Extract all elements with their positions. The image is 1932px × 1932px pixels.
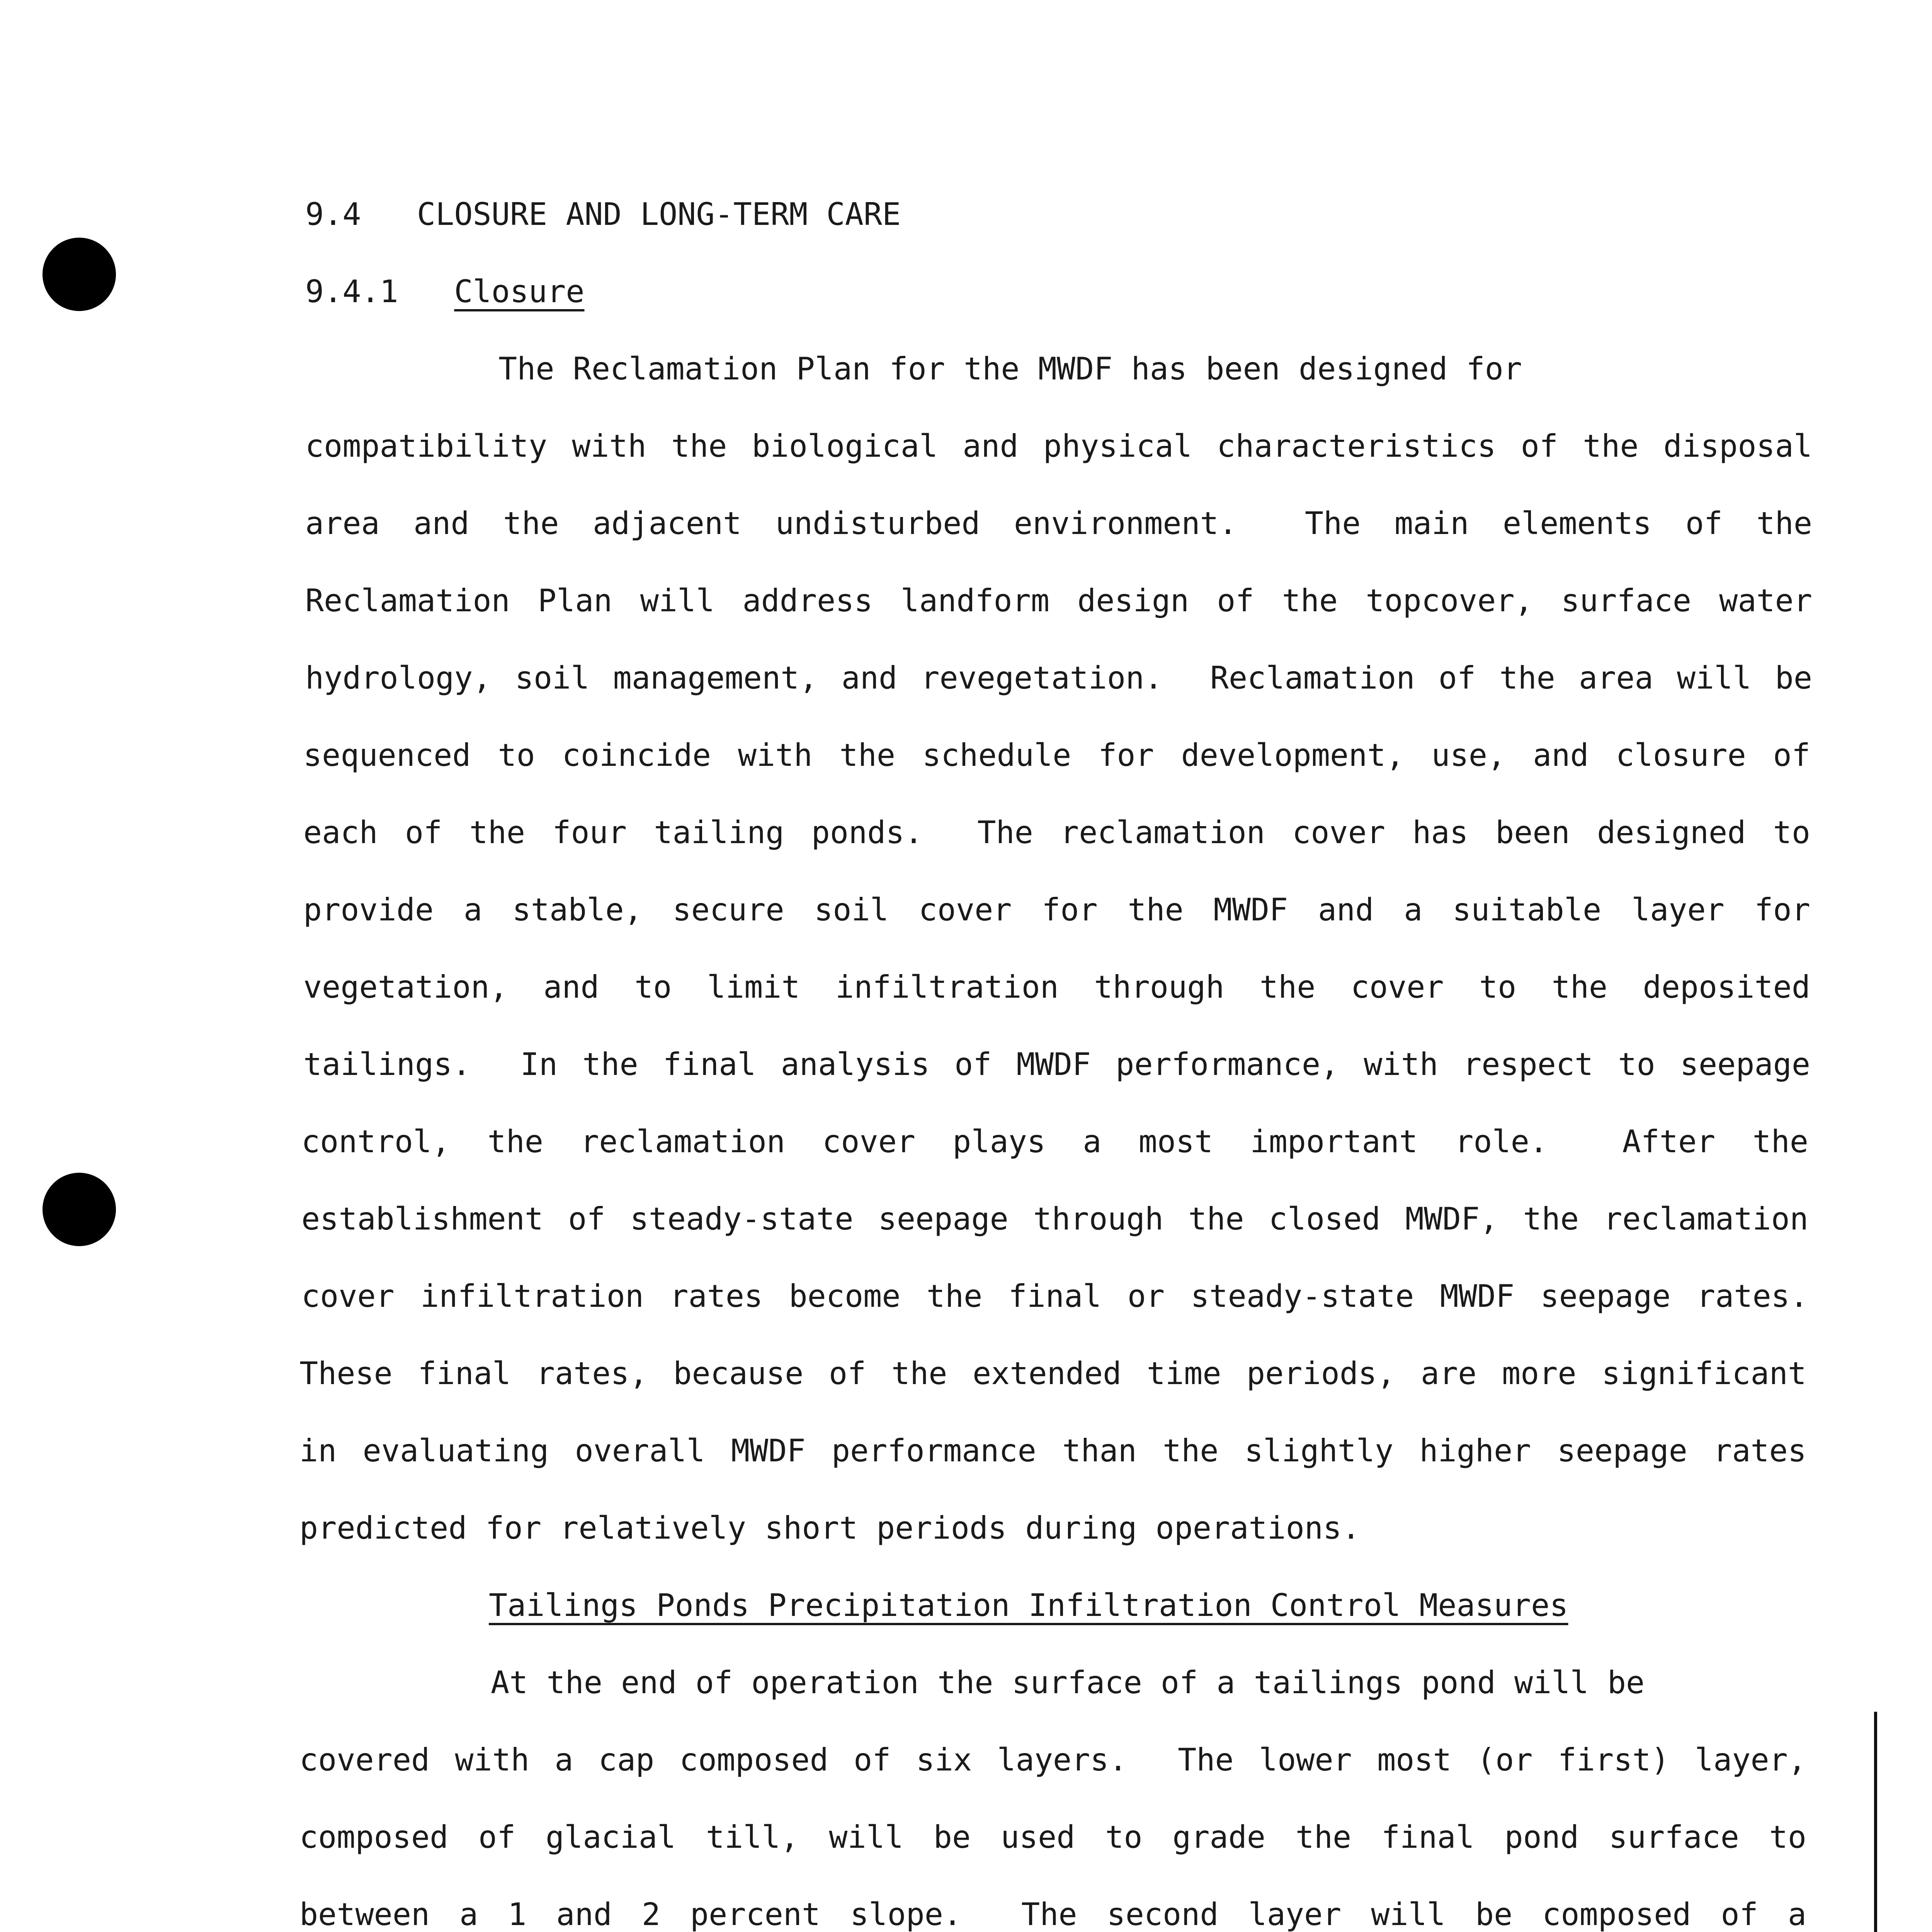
paragraph-line: in evaluating overall MWDF performance than the slightly higher seepage rates <box>299 1433 1806 1469</box>
section-number: 9.4 <box>305 196 361 232</box>
paragraph-line: covered with a cap composed of six layers. The lower most (or first) layer, <box>299 1742 1806 1778</box>
section-heading <box>305 195 901 234</box>
paragraph-line: hydrology, soil management, and revegetation. Reclamation of the area will be <box>305 660 1812 696</box>
paragraph-line: cover infiltration rates become the final or steady-state MWDF seepage rates. <box>301 1278 1808 1314</box>
section-title: CLOSURE AND LONG-TERM CARE <box>417 196 901 232</box>
paragraph-line: These final rates, because of the extended time periods, are more significant <box>299 1355 1806 1391</box>
paragraph-line: provide a stable, secure soil cover for the MWDF and a suitable layer for <box>303 892 1810 928</box>
punch-hole-top <box>43 238 116 311</box>
paragraph-line: composed of glacial till, will be used to grade the final pond surface to <box>299 1819 1806 1855</box>
subsection-title: Closure <box>454 274 585 310</box>
subheading-infiltration-control: Tailings Ponds Precipitation Infiltration Control Measures <box>489 1587 1568 1623</box>
subsection-heading <box>305 272 584 311</box>
paragraph-line: sequenced to coincide with the schedule for development, use, and closure of <box>303 737 1810 773</box>
revision-change-bar <box>1874 1712 1877 1932</box>
paragraph-line: tailings. In the final analysis of MWDF performance, with respect to seepage <box>303 1046 1810 1082</box>
paragraph-line: area and the adjacent undisturbed environment. The main elements of the <box>305 505 1812 541</box>
paragraph-line: each of the four tailing ponds. The reclamation cover has been designed to <box>303 815 1810 850</box>
paragraph-line: between a 1 and 2 percent slope. The second layer will be composed of a <box>299 1896 1806 1932</box>
paragraph-line: Reclamation Plan will address landform design of the topcover, surface water <box>305 583 1812 619</box>
paragraph-line: compatibility with the biological and physical characteristics of the disposal <box>305 428 1812 464</box>
paragraph-line: predicted for relatively short periods during operations. <box>299 1510 1361 1546</box>
paragraph-line: vegetation, and to limit infiltration through the cover to the deposited <box>303 969 1810 1005</box>
subsection-number: 9.4.1 <box>305 274 398 310</box>
paragraph-line: control, the reclamation cover plays a most important role. After the <box>301 1124 1808 1160</box>
paragraph-line: The Reclamation Plan for the MWDF has been designed for <box>498 351 1522 387</box>
punch-hole-middle <box>43 1173 116 1246</box>
paragraph-line: At the end of operation the surface of a tailings pond will be <box>491 1665 1645 1701</box>
paragraph-line: establishment of steady-state seepage through the closed MWDF, the reclamation <box>301 1201 1808 1237</box>
